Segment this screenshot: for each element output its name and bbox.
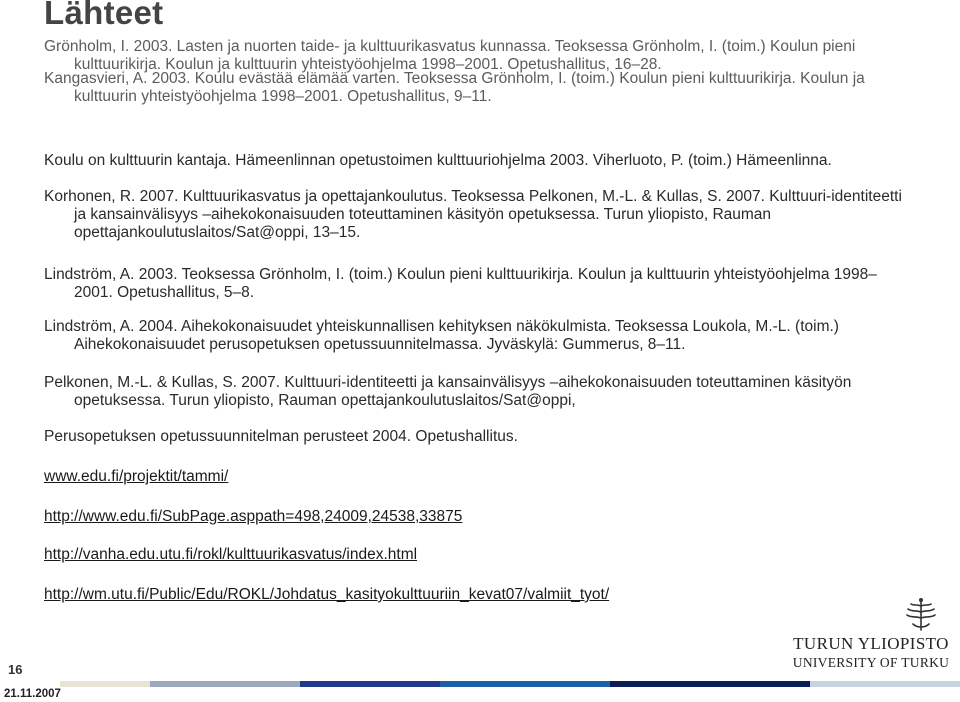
reference-link[interactable] — [44, 508, 960, 526]
reference-line: opetuksessa. Turun yliopisto, Rauman opettajankoulutuslaitos/Sat@oppi, — [74, 392, 576, 409]
reference-line: Pelkonen, M.-L. & Kullas, S. 2007. Kulttuuri-identiteetti ja kansainvälisyys –aihekokonaisuuden toteuttaminen käsityön — [44, 374, 852, 391]
reference-link[interactable] — [44, 468, 960, 486]
reference-line: opettajankoulutuslaitos/Sat@oppi, 13–15. — [74, 224, 361, 241]
reference-line: Perusopetuksen opetussuunnitelman perusteet 2004. Opetushallitus. — [44, 428, 518, 445]
reference-item — [44, 38, 960, 74]
reference-item — [44, 318, 960, 354]
reference-item — [44, 374, 960, 410]
reference-link[interactable] — [44, 546, 960, 564]
reference-line: Lindström, A. 2003. Teoksessa Grönholm, I. (toim.) Koulun pieni kulttuurikirja. Koulun ja kulttuurin yhteistyöohjelma 1998– — [44, 266, 877, 283]
logo-text-english: UNIVERSITY OF TURKU — [792, 655, 950, 670]
reference-line[interactable]: http://www.edu.fi/SubPage.asppath=498,24009,24538,33875 — [44, 508, 463, 525]
footer-bar-segment — [610, 681, 810, 687]
reference-line: kulttuurin yhteistyöohjelma 1998–2001. Opetushallitus, 9–11. — [74, 88, 492, 105]
reference-line[interactable]: www.edu.fi/projektit/tammi/ — [44, 468, 229, 485]
footer-bar-segment — [150, 681, 300, 687]
footer-bar-segment — [300, 681, 440, 687]
reference-line: ja kansainvälisyys –aihekokonaisuuden toteuttaminen käsityön opetuksessa. Turun yliopisto, Rauman — [74, 206, 772, 223]
reference-line[interactable]: http://wm.utu.fi/Public/Edu/ROKL/Johdatus_kasityokulttuuriin_kevat07/valmiit_tyot/ — [44, 586, 610, 603]
reference-item — [44, 266, 960, 302]
reference-line: kulttuurikirja. Koulun ja kulttuurin yhteistyöohjelma 1998–2001. Opetushallitus, 16–28. — [74, 56, 662, 73]
page-title: Lähteet — [44, 0, 164, 31]
footer-date: 21.11.2007 — [4, 688, 61, 700]
reference-line: Grönholm, I. 2003. Lasten ja nuorten taide- ja kulttuurikasvatus kunnassa. Teoksessa Grönholm, I. (toim.) Koulun pieni — [44, 38, 856, 55]
university-logo — [786, 596, 956, 678]
reference-line: 2001. Opetushallitus, 5–8. — [74, 284, 255, 301]
footer-bar-segment — [440, 681, 610, 687]
reference-line: Lindström, A. 2004. Aihekokonaisuudet yhteiskunnallisen kehityksen näkökulmista. Teoksessa Loukola, M.-L. (toim.) — [44, 318, 839, 335]
reference-item — [44, 152, 960, 170]
logo-text-finnish: TURUN YLIOPISTO — [793, 634, 949, 653]
footer-bar-segment — [810, 681, 960, 687]
reference-line: Korhonen, R. 2007. Kulttuurikasvatus ja opettajankoulutus. Teoksessa Pelkonen, M.-L. & Kullas, S. 2007. Kulttuuri-identiteetti — [44, 188, 902, 205]
reference-item — [44, 188, 960, 242]
footer-bar-segment — [60, 681, 150, 687]
university-emblem-icon — [897, 596, 945, 632]
reference-line: Kangasvieri, A. 2003. Koulu evästää elämää varten. Teoksessa Grönholm, I. (toim.) Koulun pieni kulttuurikirja. Koulun ja — [44, 70, 865, 87]
footer-bar — [60, 681, 960, 687]
reference-line[interactable]: http://vanha.edu.utu.fi/rokl/kulttuurikasvatus/index.html — [44, 546, 418, 563]
reference-item — [44, 428, 960, 446]
reference-line: Koulu on kulttuurin kantaja. Hämeenlinnan opetustoimen kulttuuriohjelma 2003. Viherluoto, P. (toim.) Hämeenlinna. — [44, 152, 832, 169]
reference-item — [44, 70, 960, 106]
page-number: 16 — [8, 662, 23, 677]
reference-line: Aihekokonaisuudet perusopetuksen opetussuunnitelmassa. Jyväskylä: Gummerus, 8–11. — [74, 336, 686, 353]
